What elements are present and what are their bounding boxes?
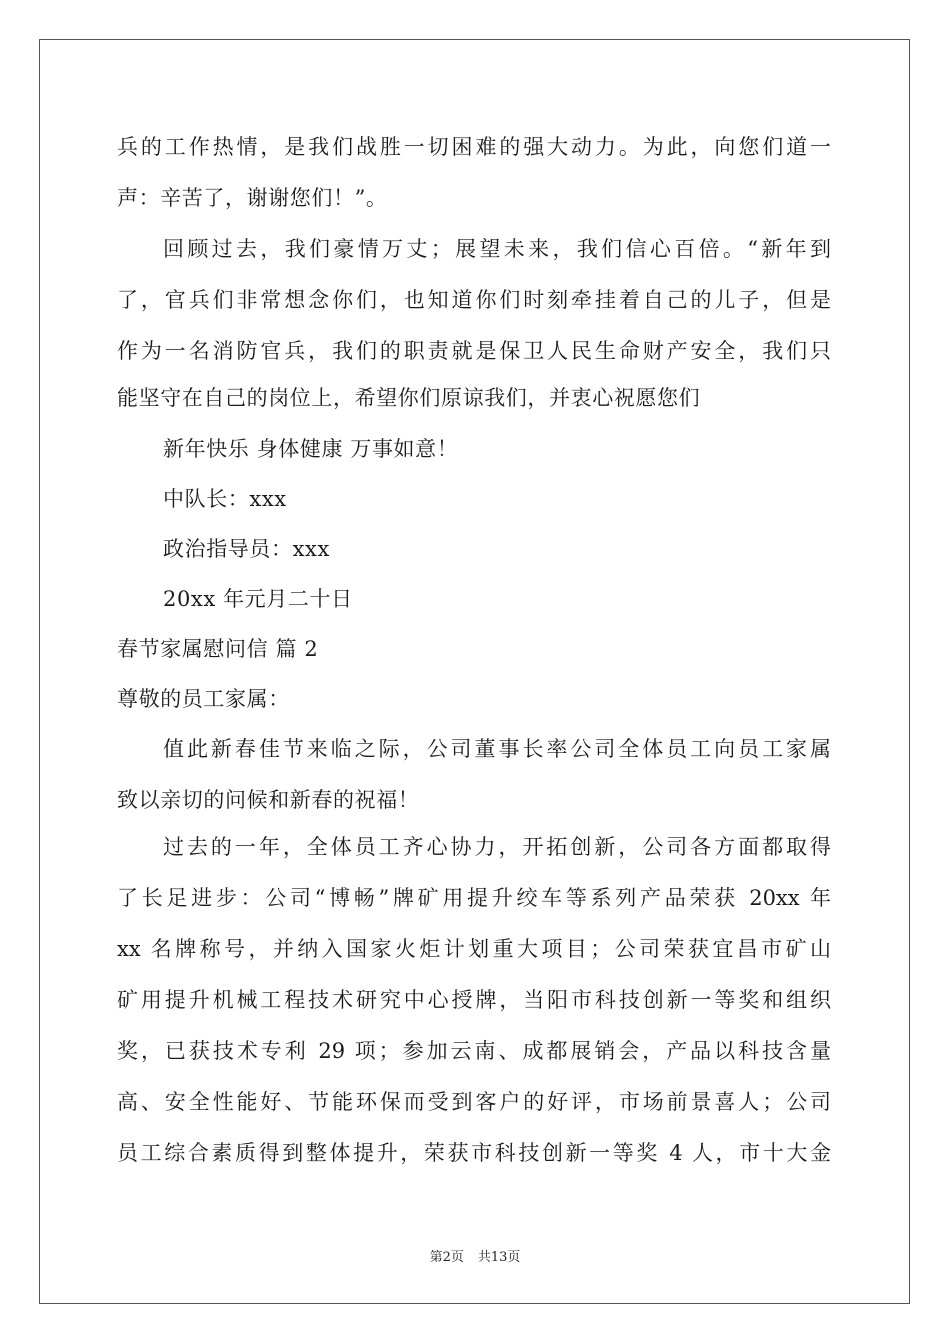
paragraph-line: 致以亲切的问候和新春的祝福！ xyxy=(117,788,420,812)
paragraph-line: 高、安全性能好、节能环保而受到客户的好评，市场前景喜人；公司 xyxy=(117,1090,831,1114)
paragraph-line: 回顾过去，我们豪情万丈；展望未来，我们信心百倍。“新年到 xyxy=(163,237,831,261)
page-total: 共13页 xyxy=(477,1250,521,1265)
page-number: 第2页 xyxy=(429,1250,464,1265)
paragraph-line: xx 名牌称号，并纳入国家火炬计划重大项目；公司荣获宜昌市矿山 xyxy=(117,937,831,961)
signature-captain: 中队长：xxx xyxy=(163,487,287,511)
paragraph-line: 过去的一年，全体员工齐心协力，开拓创新，公司各方面都取得 xyxy=(163,835,831,859)
paragraph-line: 声：辛苦了，谢谢您们！”。 xyxy=(117,186,388,210)
letter-date: 20xx 年元月二十日 xyxy=(163,587,353,611)
paragraph-line: 兵的工作热情，是我们战胜一切困难的强大动力。为此，向您们道一 xyxy=(117,135,831,159)
section-title: 春节家属慰问信 篇 2 xyxy=(117,637,319,661)
salutation: 尊敬的员工家属： xyxy=(117,687,290,711)
paragraph-line: 了，官兵们非常想念你们，也知道你们时刻牵挂着自己的儿子，但是 xyxy=(117,288,831,312)
paragraph-line: 矿用提升机械工程技术研究中心授牌，当阳市科技创新一等奖和组织 xyxy=(117,988,831,1012)
paragraph-line: 能坚守在自己的岗位上，希望你们原谅我们，并衷心祝愿您们 xyxy=(117,386,701,410)
greeting-line: 新年快乐 身体健康 万事如意！ xyxy=(163,437,459,461)
paragraph-line: 值此新春佳节来临之际，公司董事长率公司全体员工向员工家属 xyxy=(163,737,831,761)
paragraph-line: 员工综合素质得到整体提升，荣获市科技创新一等奖 4 人，市十大金 xyxy=(117,1141,831,1165)
page-footer xyxy=(0,1249,950,1267)
paragraph-line: 了长足进步：公司“博畅”牌矿用提升绞车等系列产品荣获 20xx 年 xyxy=(117,886,831,910)
paragraph-line: 作为一名消防官兵，我们的职责就是保卫人民生命财产安全，我们只 xyxy=(117,339,831,363)
signature-instructor: 政治指导员：xxx xyxy=(163,537,330,561)
paragraph-line: 奖，已获技术专利 29 项；参加云南、成都展销会，产品以科技含量 xyxy=(117,1039,831,1063)
